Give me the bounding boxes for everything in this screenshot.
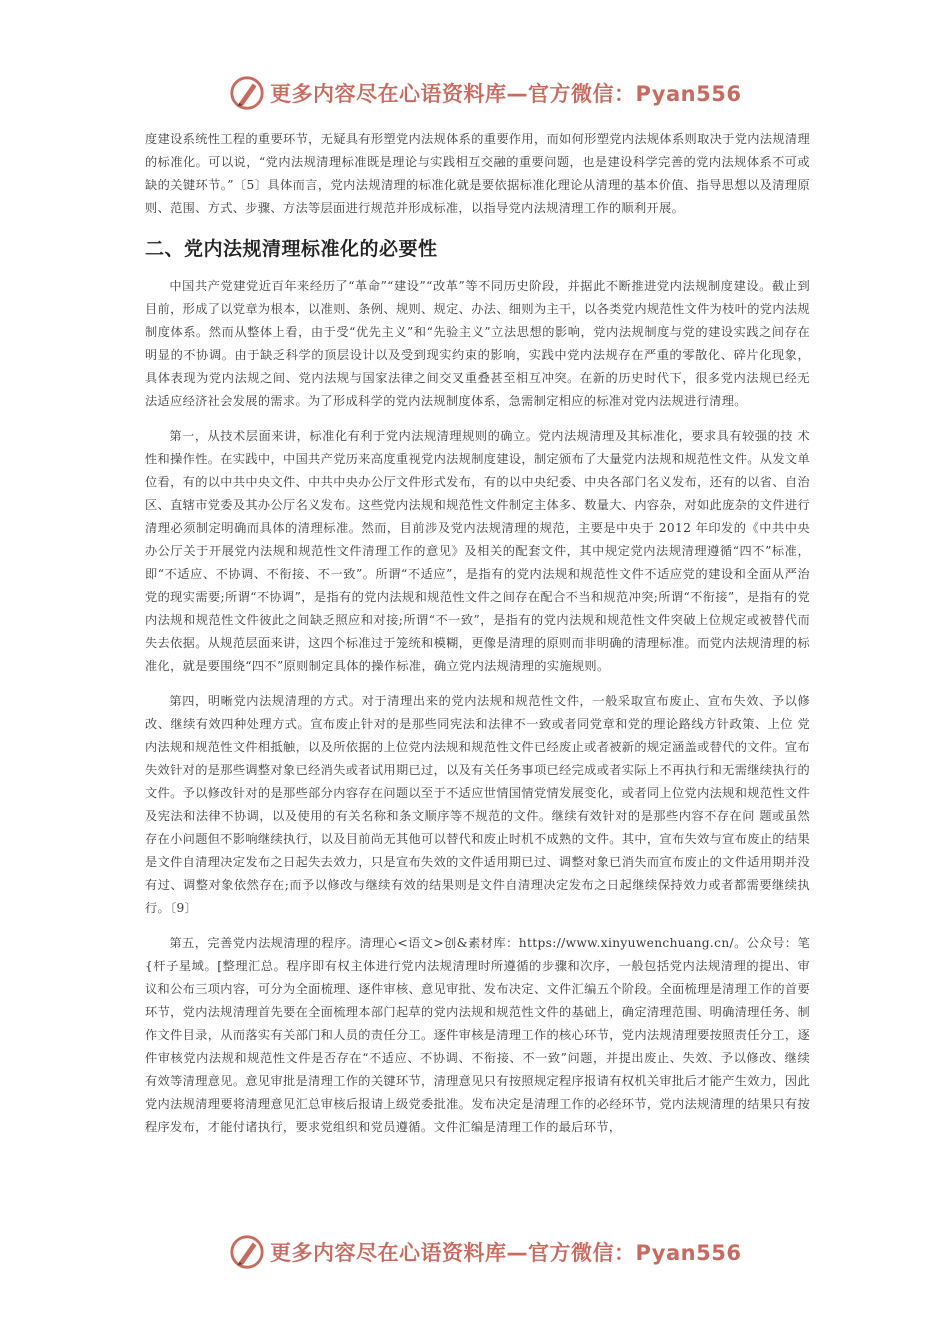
intro-paragraph: 度建设系统性工程的重要环节，无疑具有形塑党内法规体系的重要作用，而如何形塑党内法规体系则取决于党内法规清理的标准化。可以说，“党内法规清理标准既是理论与实践相互交融的重要问题，也是建设科学完善的党内法规体系不可或缺的关键环节。”〔5〕具体而言，党内法规清理的标准化就是要依据标准化理论从清理的基本价值、指导思想以及清理原则、范围、方式、步骤、方法等层面进行规范并形成标准，以指导党内法规清理工作的顺利开展。 (145, 132, 810, 215)
header-banner (228, 73, 748, 113)
pen-logo-icon (228, 1233, 266, 1271)
banner-handle: Pyan556 (635, 1241, 742, 1265)
document-body (145, 128, 810, 1139)
paragraph-4: 第五，完善党内法规清理的程序。清理心<语文>创&素材库：https://www.xinyuwenchuang.cn/。公众号：笔{杆子星域。[整理汇总。程序即有权主体进行党内法规清理时所遵循的步骤和次序，一般包括党内法规清理的提出、审议和公布三项内容，可分为全面梳理、逐件审核、意见审批、发布决定、文件汇编五个阶段。全面梳理是清理工作的首要环节，党内法规清理首先要在全面梳理本部门起草的党内法规和规范性文件的基础上，确定清理范围、明确清理任务、制作文件目录，从而落实有关部门和人员的责任分工。逐件审核是清理工作的核心环节，党内法规清理要按照责任分工，逐件审核党内法规和规范性文件是否存在“不适应、不协调、不衔接、不一致”问题，并提出废止、失效、予以修改、继续有效等清理意见。意见审批是清理工作的关键环节，清理意见只有按照规定程序报请有权机关审批后才能产生效力，因此党内法规清理要将清理意见汇总审核后报请上级党委批准。发布决定是清理工作的必经环节，党内法规清理的结果只有按程序发布，才能付诸执行，要求党组织和党员遵循。文件汇编是清理工作的最后环节， (145, 936, 810, 1134)
section-heading: 二、党内法规清理标准化的必要性 (145, 238, 438, 260)
paragraph-1: 中国共产党建党近百年来经历了“革命”“建设”“改革”等不同历史阶段，并据此不断推进党内法规制度建设。截止到目前，形成了以党章为根本，以准则、条例、规则、规定、办法、细则为主干，以各类党内规范性文件为枝叶的党内法规制度体系。然而从整体上看，由于受“优先主义”和“先验主义”立法思想的影响，党内法规制度与党的建设实践之间存在明显的不协调。由于缺乏科学的顶层设计以及受到现实约束的影响，实践中党内法规存在严重的零散化、碎片化现象， 具体表现为党内法规之间、党内法规与国家法律之间交叉重叠甚至相互冲突。在新的历史时代下，很多党内法规已经无 法适应经济社会发展的需求。为了形成科学的党内法规制度体系，急需制定相应的标准对党内法规进行清理。 (145, 279, 810, 408)
footer-banner (228, 1232, 748, 1272)
paragraph-3: 第四，明晰党内法规清理的方式。对于清理出来的党内法规和规范性文件，一般采取宣布废止、宣布失效、予以修改、继续有效四种处理方式。宣布废止针对的是那些同宪法和法律不一致或者同党章和党的理论路线方针政策、上位 党内法规和规范性文件相抵触，以及所依据的上位党内法规和规范性文件已经废止或者被新的规定涵盖或替代的文件。宣布失效针对的是那些调整对象已经消失或者试用期已过，以及有关任务事项已经完成或者实际上不再执行和无需继续执行的文件。予以修改针对的是那些部分内容存在问题以至于不适应世情国情党情发展变化，或者同上位党内法规和规范性文件及宪法和法律不协调，以及使用的有关名称和条文顺序等不规范的文件。继续有效针对的是那些内容不存在问 题或虽然存在小问题但不影响继续执行，以及目前尚无其他可以替代和废止时机不成熟的文件。其中，宣布失效与宣布废止的结果是文件自清理决定发布之日起失去效力，只是宣布失效的文件适用期已过、调整对象已消失而宣布废止的文件适用期并没有过、调整对象依然存在;而予以修改与继续有效的结果则是文件自清理决定发布之日起继续保持效力或者都需要继续执行。〔9〕 (145, 694, 810, 915)
pen-logo-icon (228, 74, 266, 112)
banner-handle: Pyan556 (635, 82, 742, 106)
paragraph-2: 第一，从技术层面来讲，标准化有利于党内法规清理规则的确立。党内法规清理及其标准化，要求具有较强的技 术性和操作性。在实践中，中国共产党历来高度重视党内法规制度建设，制定颁布了大量党内法规和规范性文件。从发文单位看，有的以中共中央文件、中共中央办公厅文件形式发布，有的以中央纪委、中央各部门名义发布，还有的以省、自治区、直辖市党委及其办公厅名义发布。这些党内法规和规范性文件制定主体多、数量大、内容杂，对如此庞杂的文件进行清理必须制定明确而具体的清理标准。然而，目前涉及党内法规清理的规范，主要是中央于 2012 年印发的《中共中央办公厅关于开展党内法规和规范性文件清理工作的意见》及相关的配套文件，其中规定党内法规清理遵循“四不”标准，即“不适应、不协调、不衔接、不一致”。所谓“不适应”，是指有的党内法规和规范性文件不适应党的建设和全面从严治党的现实需要;所谓“不协调”，是指有的党内法规和规范性文件之间存在配合不当和规范冲突;所谓“不衔接”，是指有的党内法规和规范性文件彼此之间缺乏照应和对接;所谓“不一致”，是指有的党内法规和规范性文件突破上位规定或被替代而失去依据。从规范层面来讲，这四个标准过于笼统和模糊，更像是清理的原则而非明确的清理标准。而党内法规清理的标准化，就是要围绕“四不”原则制定具体的操作标准，确立党内法规清理的实施规则。 (145, 429, 810, 673)
banner-text: 更多内容尽在心语资料库—官方微信：Pyan556 (270, 1241, 742, 1265)
banner-text: 更多内容尽在心语资料库—官方微信：Pyan556 (270, 82, 742, 106)
